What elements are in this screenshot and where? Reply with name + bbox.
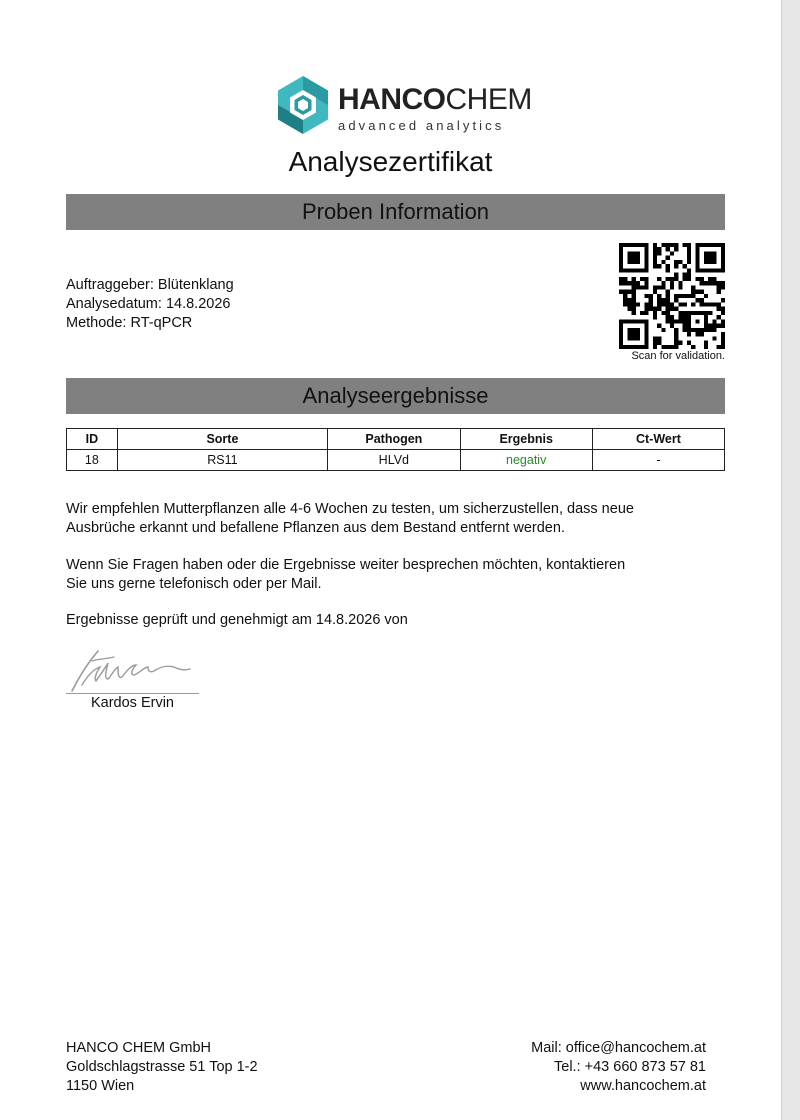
contact-line-1: Wenn Sie Fragen haben oder die Ergebnisse weiter besprechen möchten, kontaktieren <box>66 557 626 573</box>
document-title: Analysezertifikat <box>288 146 493 177</box>
hexagon-logo-icon <box>272 74 334 136</box>
qr-caption: Scan for validation. <box>631 350 725 362</box>
cell-ct-wert: - <box>592 450 724 471</box>
table-row <box>67 450 725 471</box>
logo-brand-bold: HANCO <box>338 83 446 116</box>
footer-contact <box>531 1039 706 1096</box>
footer-company-address <box>66 1039 258 1096</box>
validation-qr-code[interactable] <box>619 243 725 349</box>
footer-street: Goldschlagstrasse 51 Top 1-2 <box>66 1059 258 1075</box>
signature-line <box>66 693 199 694</box>
viewer-scrollbar-edge[interactable] <box>781 0 800 1120</box>
method-line: Methode: RT-qPCR <box>66 315 193 331</box>
column-header-ergebnis: Ergebnis <box>460 429 592 450</box>
logo-wordmark <box>338 84 532 116</box>
cell-id: 18 <box>67 450 118 471</box>
recommendation-line-1: Wir empfehlen Mutterpflanzen alle 4-6 Wochen zu testen, um sicherzustellen, dass neue <box>66 501 634 517</box>
recommendation-line-2: Ausbrüche erkannt und befallene Pflanzen aus dem Bestand entfernt werden. <box>66 520 565 536</box>
analysis-date-line: Analysedatum: 14.8.2026 <box>66 296 231 312</box>
footer-mail: Mail: office@hancochem.at <box>531 1040 706 1056</box>
company-logo <box>272 72 532 138</box>
cell-ergebnis: negativ <box>460 450 592 471</box>
signatory-name: Kardos Ervin <box>90 695 174 711</box>
logo-tagline: advanced analytics <box>338 118 505 133</box>
cell-sorte: RS11 <box>117 450 327 471</box>
sample-info-block <box>66 276 234 333</box>
approval-paragraph: Ergebnisse geprüft und genehmigt am 14.8.2026 von <box>66 612 408 628</box>
handwritten-signature <box>66 645 200 695</box>
section-header-results: Analyseergebnisse <box>66 378 725 414</box>
logo-brand-regular: CHEM <box>445 83 532 116</box>
column-header-id: ID <box>67 429 118 450</box>
results-table-header-row <box>67 429 725 450</box>
client-line: Auftraggeber: Blütenklang <box>66 277 234 293</box>
column-header-sorte: Sorte <box>117 429 327 450</box>
column-header-pathogen: Pathogen <box>328 429 460 450</box>
footer-company-name: HANCO CHEM GmbH <box>66 1040 212 1056</box>
footer-phone: Tel.: +43 660 873 57 81 <box>554 1059 706 1075</box>
results-table <box>66 428 725 471</box>
footer-website: www.hancochem.at <box>580 1078 706 1094</box>
footer-city: 1150 Wien <box>66 1078 135 1094</box>
contact-paragraph <box>66 556 726 594</box>
contact-line-2: Sie uns gerne telefonisch oder per Mail. <box>66 576 322 592</box>
recommendation-paragraph <box>66 500 726 538</box>
column-header-ct-wert: Ct-Wert <box>592 429 724 450</box>
section-header-sample-info: Proben Information <box>66 194 725 230</box>
cell-pathogen: HLVd <box>328 450 460 471</box>
